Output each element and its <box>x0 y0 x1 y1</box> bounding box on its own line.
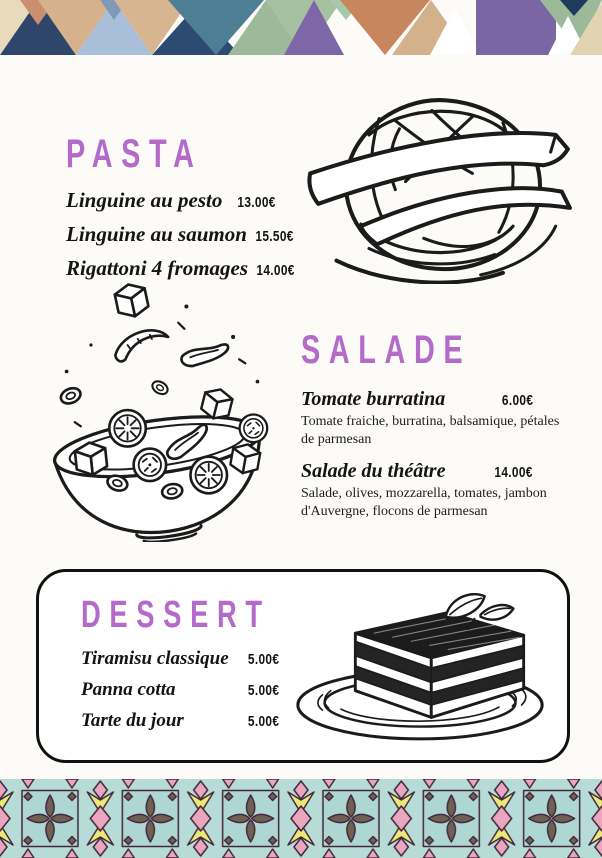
menu-item <box>301 460 533 483</box>
item-name: Tarte du jour <box>81 710 184 731</box>
item-description: Tomate fraiche, burratina, balsamique, pétales de parmesan <box>301 414 560 448</box>
salade-items <box>301 388 560 522</box>
section-salade <box>301 328 560 532</box>
item-price: 14.00€ <box>256 263 295 279</box>
menu-item <box>81 648 279 670</box>
item-description: Salade, olives, mozzarella, tomates, jambon d'Auvergne, flocons de parmesan <box>301 485 547 520</box>
item-name: Panna cotta <box>81 679 176 700</box>
section-pasta <box>66 132 295 290</box>
menu-item <box>81 679 279 701</box>
pasta-items <box>66 188 295 281</box>
tiramisu-plate-illustration <box>291 588 549 744</box>
item-price: 6.00€ <box>501 393 533 409</box>
item-price: 13.00€ <box>237 195 276 211</box>
item-name: Tiramisu classique <box>81 648 229 669</box>
item-name: Tomate burratina <box>301 388 446 410</box>
item-price: 5.00€ <box>247 683 279 699</box>
item-price: 5.00€ <box>247 714 279 730</box>
salad-bowl-illustration <box>28 274 290 542</box>
dessert-items <box>81 648 279 732</box>
item-price: 14.00€ <box>494 464 533 481</box>
menu-item <box>66 222 294 247</box>
item-name: Linguine au pesto <box>66 188 223 212</box>
section-title-dessert: DESSERT <box>81 594 271 636</box>
section-title-salade: SALADE <box>301 328 472 372</box>
top-border-pattern <box>0 0 602 55</box>
item-price: 5.00€ <box>247 652 279 668</box>
item-name: Salade du théâtre <box>301 459 446 482</box>
menu-item <box>301 388 533 411</box>
item-name: Rigattoni 4 fromages <box>66 256 249 280</box>
menu-item <box>66 188 276 213</box>
dessert-frame <box>36 569 570 763</box>
pasta-nest-illustration <box>300 76 578 284</box>
item-price: 15.50€ <box>255 229 294 245</box>
section-title-pasta: PASTA <box>66 132 203 176</box>
item-name: Linguine au saumon <box>66 222 247 246</box>
section-dessert <box>81 596 279 741</box>
triangle <box>476 0 556 55</box>
bottom-border-pattern <box>0 779 602 858</box>
menu-item <box>81 710 279 732</box>
